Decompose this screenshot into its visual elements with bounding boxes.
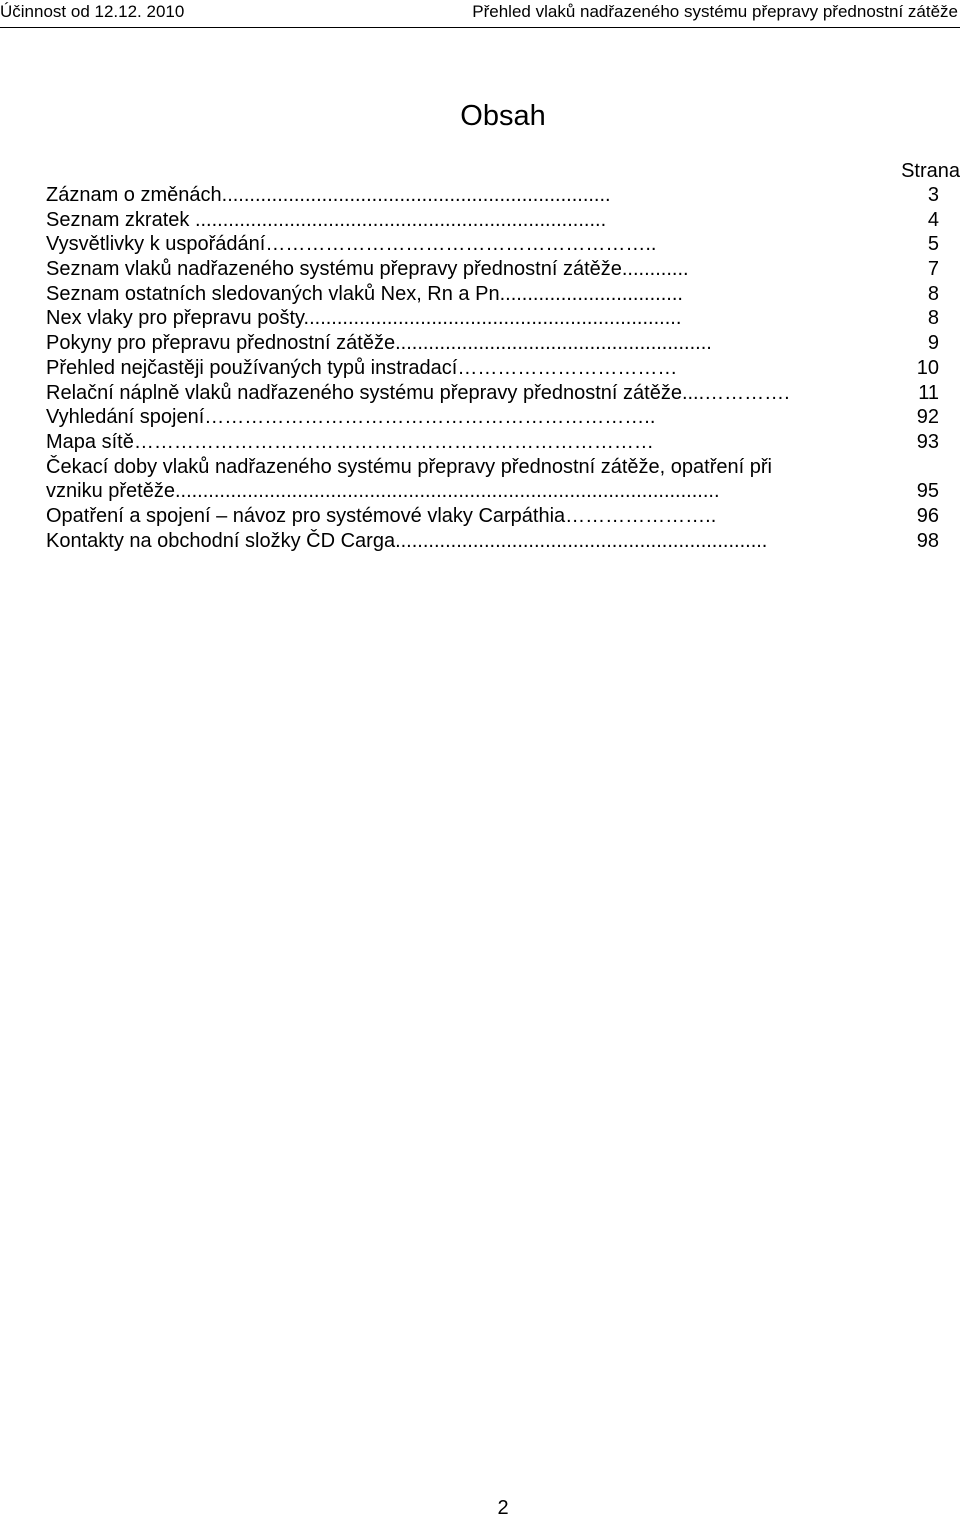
toc-entry-page: 7 [927, 258, 939, 281]
toc-entry[interactable] [46, 430, 946, 455]
toc-entry[interactable] [46, 282, 946, 307]
toc-entry[interactable] [46, 331, 946, 356]
page-title: Obsah [460, 100, 546, 132]
header-divider [0, 27, 960, 28]
toc-entry[interactable] [46, 479, 946, 504]
toc-entry-page: 4 [927, 208, 939, 231]
toc-entry-title: Relační náplně vlaků nadřazeného systému přepravy přednostní zátěže....…………. [46, 381, 790, 404]
toc-entry-page: 96 [916, 504, 939, 527]
toc-entry-page: 93 [916, 430, 939, 453]
toc-entry-title: Pokyny pro přepravu přednostní zátěže......................................................... [46, 332, 712, 355]
toc-entry-page: 11 [918, 381, 939, 404]
toc-entry[interactable] [46, 356, 946, 381]
toc-entry-page: 95 [916, 480, 939, 503]
toc-entry-title: Záznam o změnách...................................................................... [46, 184, 611, 206]
toc-entry[interactable] [46, 232, 946, 257]
page-column-heading: Strana [901, 160, 960, 182]
toc-entry-page: 98 [916, 529, 939, 552]
toc-entry[interactable] [46, 381, 946, 406]
table-of-contents [46, 183, 946, 553]
toc-entry-page: 10 [916, 356, 939, 379]
toc-entry-page: 5 [927, 233, 939, 256]
toc-entry-title: Vysvětlivky k uspořádání………………………………………………….. [46, 233, 657, 256]
toc-entry-page: 8 [927, 282, 939, 305]
toc-entry-page: 8 [927, 307, 939, 330]
toc-entry-title: Opatření a spojení – návoz pro systémové vlaky Carpáthia………………….. [46, 504, 717, 527]
toc-entry[interactable] [46, 455, 946, 480]
toc-entry[interactable] [46, 504, 946, 529]
toc-entry[interactable] [46, 257, 946, 282]
toc-entry-title: Čekací doby vlaků nadřazeného systému přepravy přednostní zátěže, opatření při [46, 455, 772, 478]
toc-entry-title: Seznam zkratek .......................................................................... [46, 208, 607, 231]
toc-entry-page: 9 [927, 332, 939, 355]
toc-entry-title: Seznam ostatních sledovaných vlaků Nex, Rn a Pn................................. [46, 282, 683, 305]
header-document-title: Přehled vlaků nadřazeného systému přepravy přednostní zátěže [472, 2, 958, 21]
header-effective-date: Účinnost od 12.12. 2010 [0, 2, 185, 21]
toc-entry[interactable] [46, 405, 946, 430]
toc-entry-title: Kontakty na obchodní složky ČD Carga................................................................... [46, 529, 768, 552]
page-number: 2 [497, 1497, 509, 1519]
toc-entry-title: Mapa sítě…………………………………………………………………… [46, 430, 654, 453]
toc-entry[interactable] [46, 529, 946, 554]
toc-entry[interactable] [46, 183, 946, 208]
toc-entry-title: Seznam vlaků nadřazeného systému přepravy přednostní zátěže............ [46, 258, 689, 281]
toc-entry-page: 3 [927, 184, 939, 206]
toc-entry[interactable] [46, 208, 946, 233]
toc-entry-title: Přehled nejčastěji používaných typů instradací…………………………… [46, 356, 678, 379]
toc-entry-title: Vyhledání spojení………………………………………………………….. [46, 406, 656, 429]
toc-entry[interactable] [46, 306, 946, 331]
toc-entry-title: vzniku přetěže.................................................................................................. [46, 480, 720, 503]
toc-entry-page: 92 [916, 406, 939, 429]
toc-entry-title: Nex vlaky pro přepravu pošty.................................................................... [46, 307, 682, 330]
